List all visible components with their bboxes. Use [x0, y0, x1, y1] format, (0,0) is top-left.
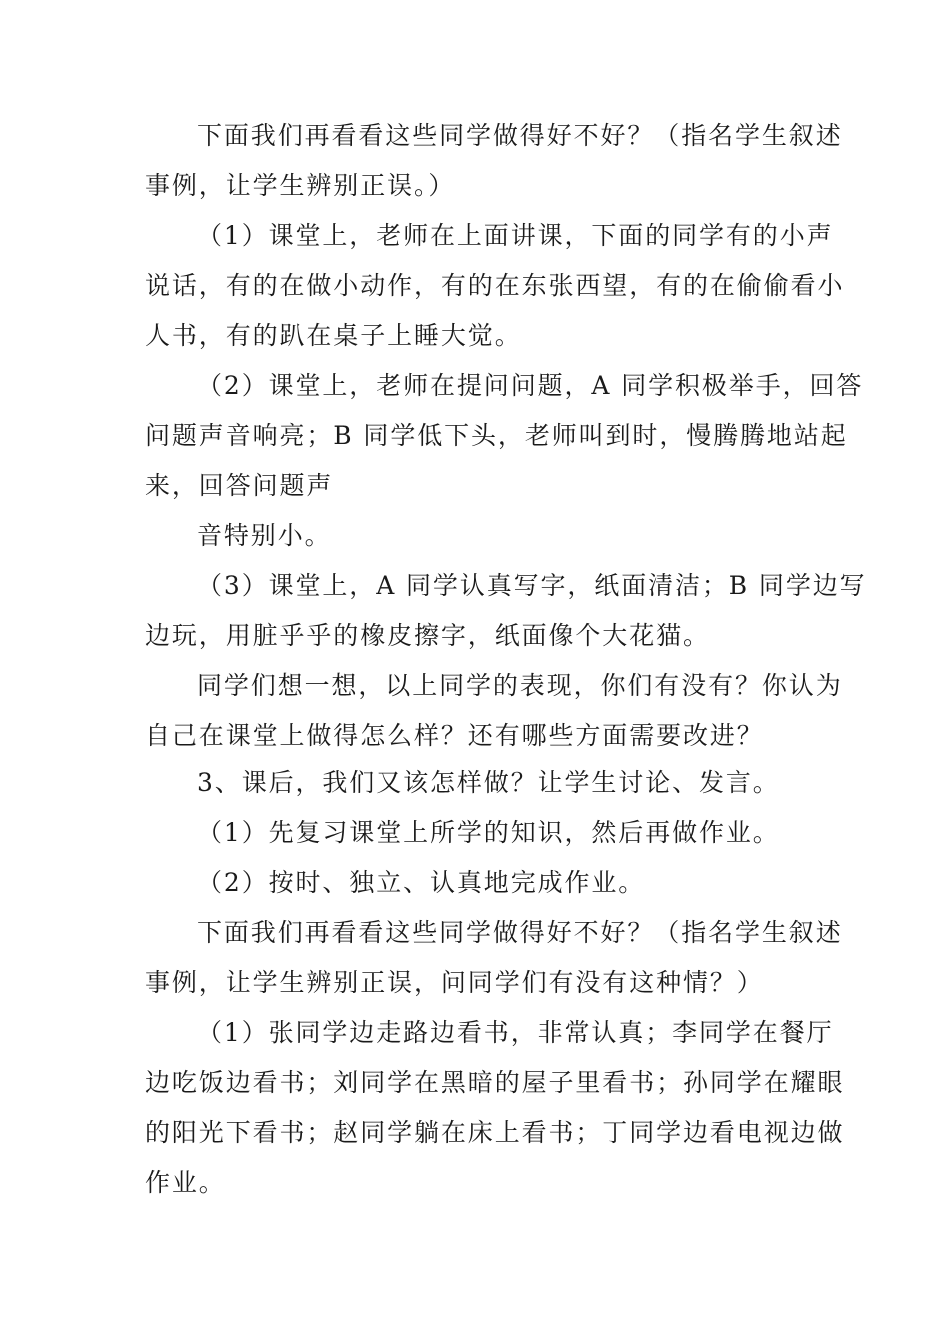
paragraph-line: 人书，有的趴在桌子上睡大觉。 — [145, 321, 522, 350]
paragraph-line: 来，回答问题声 — [145, 471, 334, 500]
paragraph-line: （1）张同学边走路边看书，非常认真；李同学在餐厅 — [197, 1018, 834, 1047]
paragraph-line: （2）课堂上，老师在提问问题，A 同学积极举手，回答 — [197, 371, 864, 400]
paragraph-line: 下面我们再看看这些同学做得好不好？（指名学生叙述 — [197, 918, 843, 947]
paragraph-line: 自己在课堂上做得怎么样？还有哪些方面需要改进？ — [145, 721, 764, 750]
paragraph-line: （3）课堂上，A 同学认真写字，纸面清洁；B 同学边写 — [197, 571, 867, 600]
paragraph-line: 事例，让学生辨别正误。） — [145, 171, 456, 200]
paragraph-line: 边吃饭边看书；刘同学在黑暗的屋子里看书；孙同学在耀眼 — [145, 1068, 845, 1097]
paragraph-line: 3、课后，我们又该怎样做？让学生讨论、发言。 — [197, 768, 780, 797]
paragraph-line: 说话，有的在做小动作，有的在东张西望，有的在偷偷看小 — [145, 271, 845, 300]
paragraph-line: 作业。 — [145, 1168, 226, 1197]
paragraph-line: 音特别小。 — [197, 521, 332, 550]
paragraph-line: （1）先复习课堂上所学的知识，然后再做作业。 — [197, 818, 780, 847]
paragraph-line: 事例，让学生辨别正误，问同学们有没有这种情？） — [145, 968, 764, 997]
paragraph-line: 下面我们再看看这些同学做得好不好？（指名学生叙述 — [197, 121, 843, 150]
paragraph-line: 边玩，用脏乎乎的橡皮擦字，纸面像个大花猫。 — [145, 621, 710, 650]
paragraph-line: （1）课堂上，老师在上面讲课，下面的同学有的小声 — [197, 221, 834, 250]
paragraph-line: 的阳光下看书；赵同学躺在床上看书；丁同学边看电视边做 — [145, 1118, 845, 1147]
paragraph-line: 问题声音响亮；B 同学低下头，老师叫到时，慢腾腾地站起 — [145, 421, 848, 450]
paragraph-line: （2）按时、独立、认真地完成作业。 — [197, 868, 646, 897]
paragraph-line: 同学们想一想，以上同学的表现，你们有没有？你认为 — [197, 671, 843, 700]
